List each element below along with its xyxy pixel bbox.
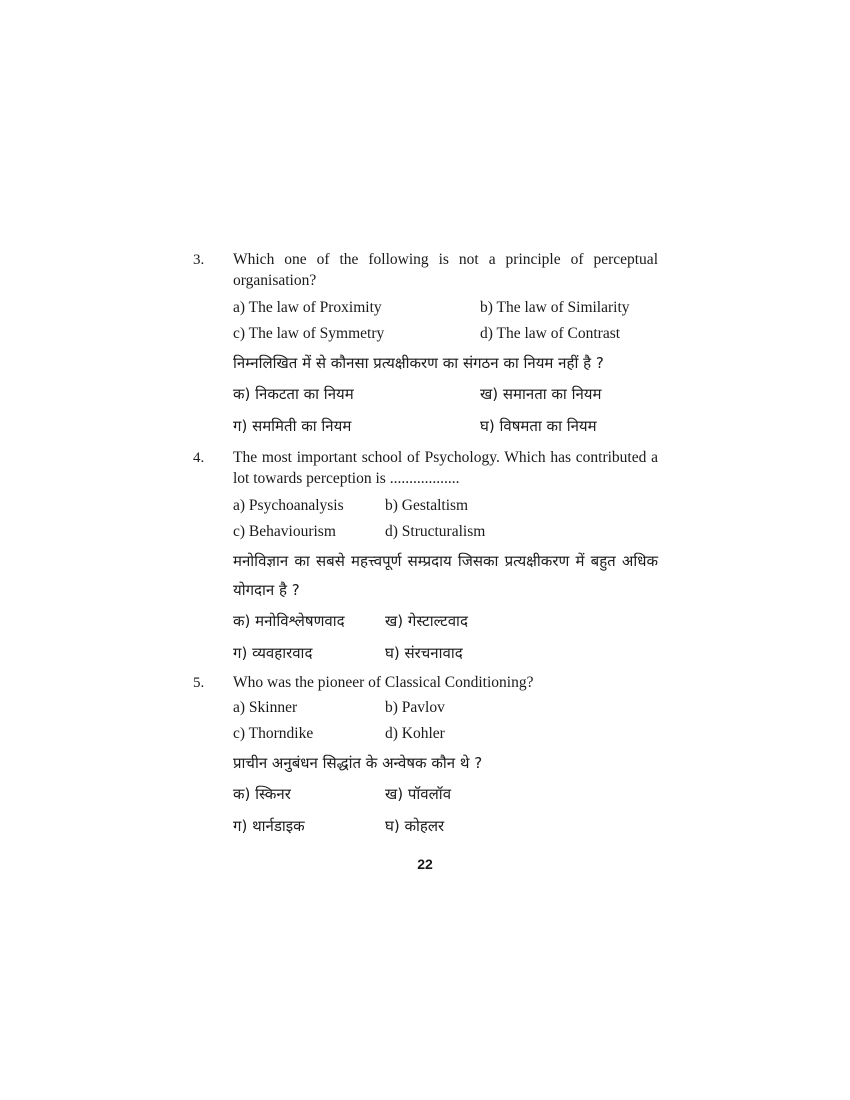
- option-a: a) Psychoanalysis: [233, 497, 344, 514]
- option-ga: ग) सममिती का नियम: [233, 417, 352, 435]
- option-d: d) Kohler: [385, 725, 445, 742]
- question-text-en: The most important school of Psychology. Which has contributed a lot towards perception is ..................: [233, 449, 658, 487]
- options-row-en: [233, 295, 658, 321]
- option-kha: ख) गेस्टाल्टवाद: [385, 612, 468, 630]
- page-number: 22: [417, 856, 433, 872]
- option-b: b) The law of Similarity: [480, 299, 630, 316]
- option-ga: ग) व्यवहारवाद: [233, 644, 313, 662]
- options-row-hi: [233, 605, 658, 637]
- question-number: 3.: [193, 252, 205, 268]
- options-row-en: [233, 695, 658, 721]
- option-b: b) Pavlov: [385, 699, 445, 716]
- options-row-hi: [233, 637, 658, 669]
- question-text-en: Which one of the following is not a principle of perceptual organisation?: [233, 251, 658, 289]
- question-body: [233, 447, 658, 669]
- question-body: [233, 249, 658, 442]
- option-gha: घ) विषमता का नियम: [480, 417, 597, 435]
- question-number: 5.: [193, 675, 205, 691]
- options-row-hi: [233, 810, 658, 842]
- option-c: c) The law of Symmetry: [233, 325, 385, 342]
- options-row-en: [233, 519, 658, 545]
- option-ka: क) निकटता का नियम: [233, 385, 354, 403]
- option-gha: घ) कोहलर: [385, 817, 445, 835]
- options-row-en: [233, 721, 658, 747]
- option-d: d) The law of Contrast: [480, 325, 621, 342]
- options-row-en: [233, 493, 658, 519]
- options-row-hi: [233, 378, 658, 410]
- option-kha: ख) पॉवलॉव: [385, 785, 452, 803]
- option-ka: क) मनोविश्लेषणवाद: [233, 612, 345, 630]
- option-c: c) Behaviourism: [233, 523, 336, 540]
- options-row-en: [233, 321, 658, 347]
- question-text-hi: मनोविज्ञान का सबसे महत्त्वपूर्ण सम्प्रदाय जिसका प्रत्यक्षीकरण में बहुत अधिक योगदान है ?: [233, 552, 658, 599]
- question-text-hi: प्राचीन अनुबंधन सिद्धांत के अन्वेषक कौन थे ?: [233, 754, 483, 772]
- question-text-en: Who was the pioneer of Classical Conditioning?: [233, 674, 534, 691]
- options-row-hi: [233, 778, 658, 810]
- question-body: [233, 672, 658, 842]
- option-ga: ग) थार्नडाइक: [233, 817, 305, 835]
- option-kha: ख) समानता का नियम: [480, 385, 602, 403]
- option-d: d) Structuralism: [385, 523, 486, 540]
- option-b: b) Gestaltism: [385, 497, 469, 514]
- option-a: a) The law of Proximity: [233, 299, 382, 316]
- option-gha: घ) संरचनावाद: [385, 644, 463, 662]
- option-ka: क) स्किनर: [233, 785, 291, 803]
- question-number: 4.: [193, 450, 205, 466]
- option-c: c) Thorndike: [233, 725, 314, 742]
- options-row-hi: [233, 410, 658, 442]
- option-a: a) Skinner: [233, 699, 298, 716]
- question-text-hi: निम्नलिखित में से कौनसा प्रत्यक्षीकरण का संगठन का नियम नहीं है ?: [233, 354, 604, 372]
